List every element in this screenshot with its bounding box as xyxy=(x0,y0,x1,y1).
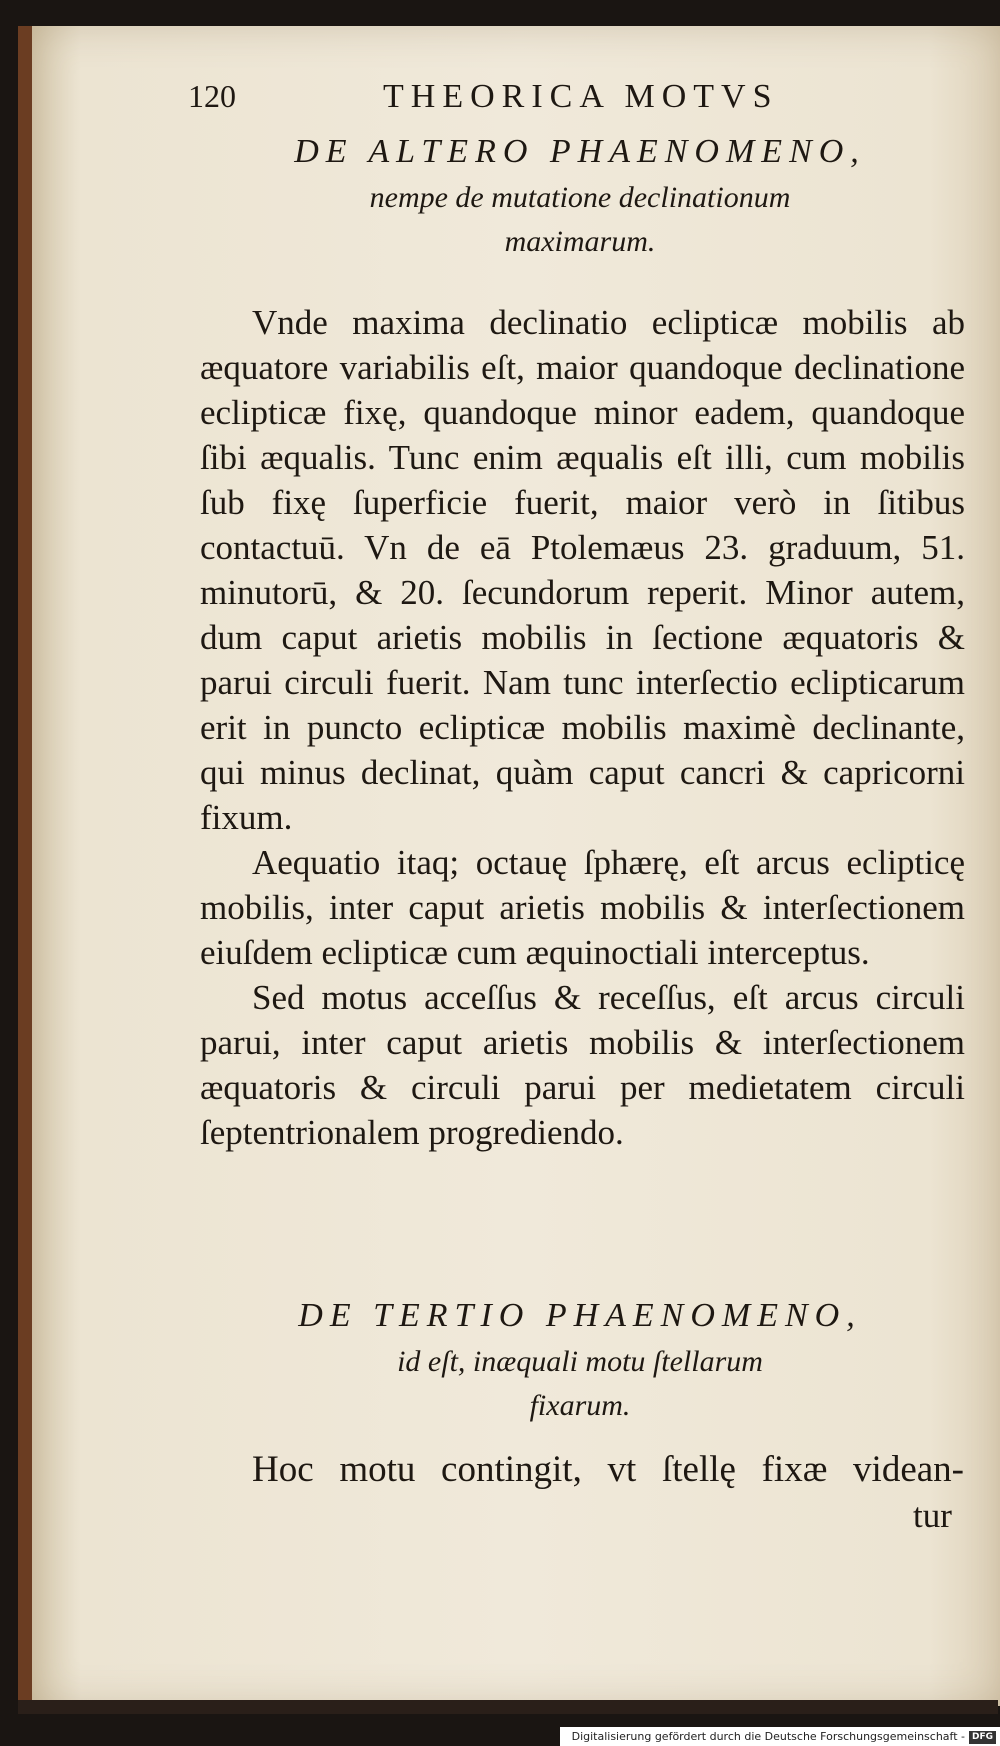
section-heading-altero xyxy=(200,128,960,264)
section-title: DE TERTIO PHAENOMENO, xyxy=(298,1297,862,1334)
section-subtitle: fixarum. xyxy=(529,1389,631,1422)
section-heading-tertio xyxy=(200,1292,960,1428)
paragraph: Vnde maxima declinatio eclipticæ mobilis ab æquatore variabilis eſt, maior quandoque declinatione eclipticæ fixę, quandoque minor eadem, quandoque ſibi æqualis. Tunc enim æqualis eſt illi, cum mobilis ſub fixę ſuperficie fuerit, maior verò in ſitibus contactuū. Vn de eā Ptolemæus 23. graduum, 51. minutorū, & 20. ſecundorum reperit. Minor autem, dum caput arietis mobilis in ſectione æquatoris & parui circuli fuerit. Nam tunc interſectio eclipticarum erit in puncto eclipticæ mobilis maximè declinante, qui minus declinat, quàm caput cancri & capricorni fixum. xyxy=(200,303,965,837)
running-head-title: THEORICA MOTVS xyxy=(383,78,779,115)
credit-text: Digitalisierung gefördert durch die Deutsche Forschungsgemeinschaft - xyxy=(571,1730,965,1743)
dfg-logo: DFG xyxy=(969,1731,996,1744)
section-subtitle: maximarum. xyxy=(504,225,656,258)
paragraph: Aequatio itaq; octauę ſphærę, eſt arcus eclipticę mobilis, inter caput arietis mobilis & interſectionem eiuſdem eclipticæ cum æquinoctiali interceptus. xyxy=(200,843,965,972)
section-title: DE ALTERO PHAENOMENO, xyxy=(294,133,866,170)
paragraph-first-line: Hoc motu contingit, vt ſtellę fixæ videan- xyxy=(252,1449,964,1490)
paragraph: Sed motus acceſſus & receſſus, eſt arcus circuli parui, inter caput arietis mobilis & interſectionem æquatoris & circuli parui per medietatem circuli ſeptentrionalem progrediendo. xyxy=(200,978,965,1152)
digitization-credit xyxy=(560,1727,1000,1746)
section-subtitle: id eſt, inæquali motu ſtellarum xyxy=(397,1345,763,1378)
catchword: tur xyxy=(913,1496,952,1535)
running-head xyxy=(0,78,1000,128)
page-number: 120 xyxy=(188,78,236,114)
section-subtitle: nempe de mutatione declinationum xyxy=(369,181,791,214)
section-body-altero xyxy=(200,300,965,1155)
